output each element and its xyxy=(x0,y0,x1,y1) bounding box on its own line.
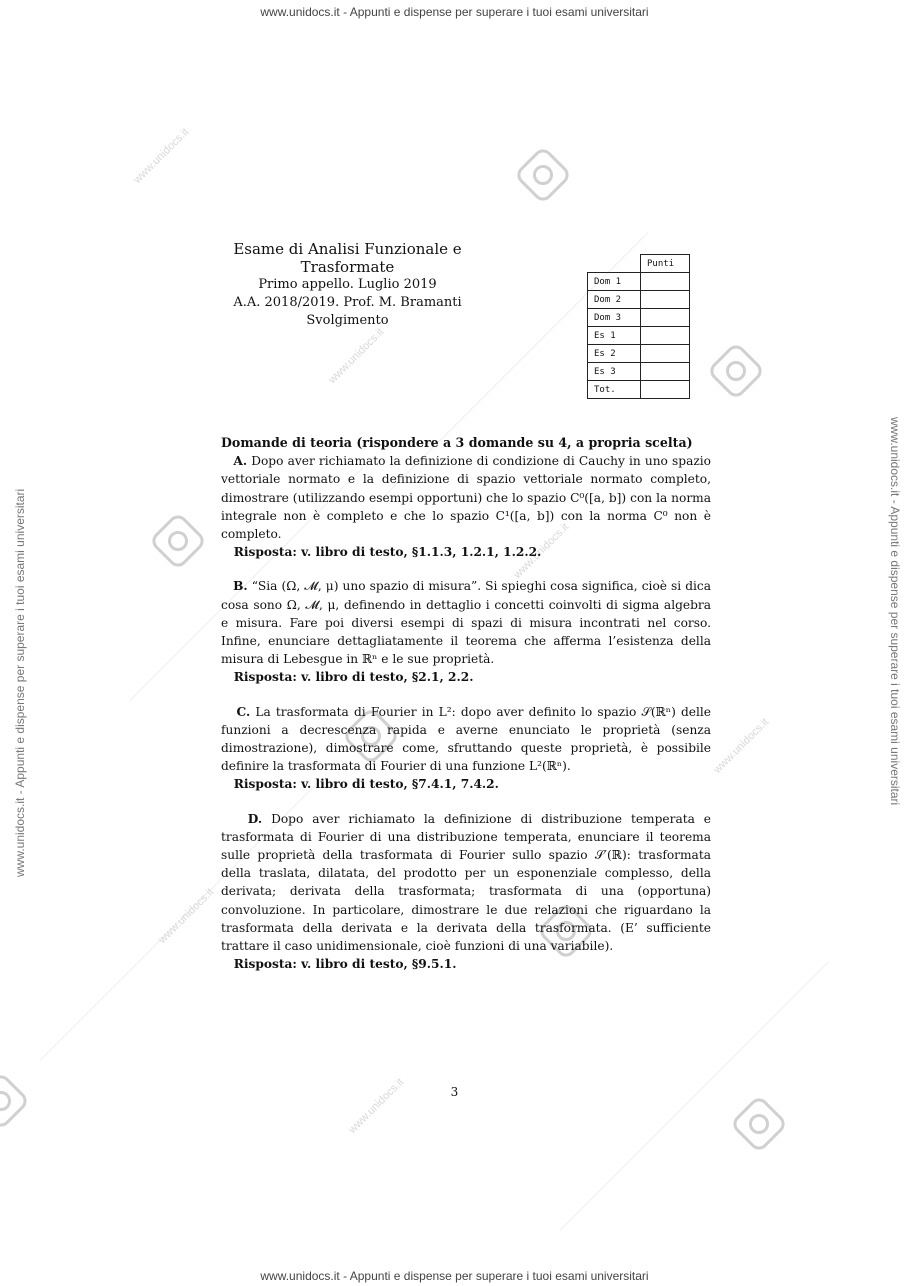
score-table-corner xyxy=(588,255,641,273)
table-row xyxy=(588,273,690,291)
watermark-logo-icon xyxy=(706,341,765,400)
question-label: A. xyxy=(233,454,248,469)
question-text: Dopo aver richiamato la definizione di condizione di Cauchy in uno spazio vettoriale normato e la definizione di spazio vettoriale normato completo, dimostrare (utilizzando esempi opportuni) che lo spazio C⁰([a, b]) con la norma integrale non è completo e che lo spazio C¹([a, b]) con la norma C⁰ non è completo. xyxy=(221,454,711,542)
score-cell xyxy=(641,363,690,381)
table-row xyxy=(588,309,690,327)
score-table-header-row xyxy=(588,255,690,273)
watermark-logo-icon xyxy=(513,145,572,204)
question-label: C. xyxy=(236,704,251,719)
score-cell xyxy=(641,345,690,363)
score-cell xyxy=(641,327,690,345)
score-table xyxy=(587,254,690,399)
watermark-logo-icon xyxy=(0,1071,31,1130)
answer-text: Risposta: v. libro di testo, §2.1, 2.2. xyxy=(233,670,474,685)
question-d xyxy=(221,810,711,956)
question-text: La trasformata di Fourier in L²: dopo aver definito lo spazio 𝒮(ℝⁿ) delle funzioni a decrescenza rapida e averne enunciato le proprietà (senza dimostrazione), dimostrare come, sfruttando queste proprietà, è possibile definire la trasformata di Fourier di una funzione L²(ℝⁿ). xyxy=(221,704,712,774)
exam-title: Esame di Analisi Funzionale e Trasformate xyxy=(233,240,462,276)
answer-c xyxy=(221,775,711,793)
score-row-label: Dom 1 xyxy=(588,273,641,291)
faint-watermark-text: www.unidocs.it xyxy=(131,126,192,186)
faint-watermark-text: www.unidocs.it xyxy=(346,1076,407,1136)
faint-watermark-text: www.unidocs.it xyxy=(326,326,387,386)
score-row-label: Es 2 xyxy=(588,345,641,363)
question-text: Dopo aver richiamato la definizione di distribuzione temperata e trasformata di Fourier di una distribuzione temperata, enunciare il teorema sulle proprietà della trasformata di Fourier sullo spazio 𝒮′(ℝ): trasformata della traslata, dilatata, del prodotto per un esponenziale complesso, della derivata; derivata della trasformata; trasformata di una (opportuna) convoluzione. In particolare, dimostrare le due relazioni che riguardano la trasformata della derivata e la derivata della trasformata. (E’ sufficiente trattare il caso unidimensionale, cioè funzioni di una variabile). xyxy=(221,811,712,954)
question-b xyxy=(221,577,711,668)
table-row xyxy=(588,363,690,381)
question-a xyxy=(221,452,711,543)
score-row-label: Es 1 xyxy=(588,327,641,345)
bottom-watermark: www.unidocs.it - Appunti e dispense per superare i tuoi esami universitari xyxy=(260,1269,649,1283)
exam-header xyxy=(225,240,470,330)
answer-b xyxy=(221,668,711,686)
score-row-label: Tot. xyxy=(588,381,641,399)
table-row xyxy=(588,381,690,399)
score-row-label: Dom 2 xyxy=(588,291,641,309)
faint-watermark-text: www.unidocs.it xyxy=(156,886,217,946)
score-row-label: Dom 3 xyxy=(588,309,641,327)
answer-text: Risposta: v. libro di testo, §7.4.1, 7.4.2. xyxy=(233,777,499,792)
question-text: “Sia (Ω, 𝓜, μ) uno spazio di misura”. Si spieghi cosa significa, cioè si dica cosa sono Ω, 𝓜, μ, definendo in dettaglio i concetti coinvolti di sigma algebra e misura. Fare poi diversi esempi di spazi di misura incontrati nel corso. Infine, enunciare dettagliatamente il teorema che afferma l’esistenza della misura di Lebesgue in ℝⁿ e le sue proprietà. xyxy=(221,579,712,667)
answer-text: Risposta: v. libro di testo, §1.1.3, 1.2.1, 1.2.2. xyxy=(233,545,542,560)
score-row-label: Es 3 xyxy=(588,363,641,381)
table-row xyxy=(588,291,690,309)
table-row xyxy=(588,327,690,345)
watermark-logo-icon xyxy=(729,1094,788,1153)
left-side-watermark: www.unidocs.it - Appunti e dispense per superare i tuoi esami universitari xyxy=(13,488,27,877)
answer-a xyxy=(221,543,711,561)
right-side-watermark: www.unidocs.it - Appunti e dispense per superare i tuoi esami universitari xyxy=(888,417,902,806)
question-c xyxy=(221,703,711,776)
exam-subtitle: Svolgimento xyxy=(306,313,389,328)
top-watermark: www.unidocs.it - Appunti e dispense per superare i tuoi esami universitari xyxy=(260,5,649,19)
questions-section xyxy=(221,434,711,989)
question-label: B. xyxy=(233,579,248,594)
exam-year-professor: A.A. 2018/2019. Prof. M. Bramanti xyxy=(233,295,462,310)
score-cell xyxy=(641,273,690,291)
score-cell xyxy=(641,381,690,399)
watermark-logo-icon xyxy=(148,511,207,570)
section-heading: Domande di teoria (rispondere a 3 domande su 4, a propria scelta) xyxy=(221,435,693,450)
score-cell xyxy=(641,291,690,309)
score-table-header: Punti xyxy=(641,255,690,273)
faint-watermark-text: www.unidocs.it xyxy=(711,716,772,776)
table-row xyxy=(588,345,690,363)
answer-text: Risposta: v. libro di testo, §9.5.1. xyxy=(233,957,457,972)
page-number: 3 xyxy=(450,1085,459,1099)
answer-d xyxy=(221,955,711,973)
score-cell xyxy=(641,309,690,327)
faint-watermark-text: www.unidocs.it xyxy=(511,521,572,581)
question-label: D. xyxy=(247,811,263,826)
exam-session: Primo appello. Luglio 2019 xyxy=(258,277,437,292)
